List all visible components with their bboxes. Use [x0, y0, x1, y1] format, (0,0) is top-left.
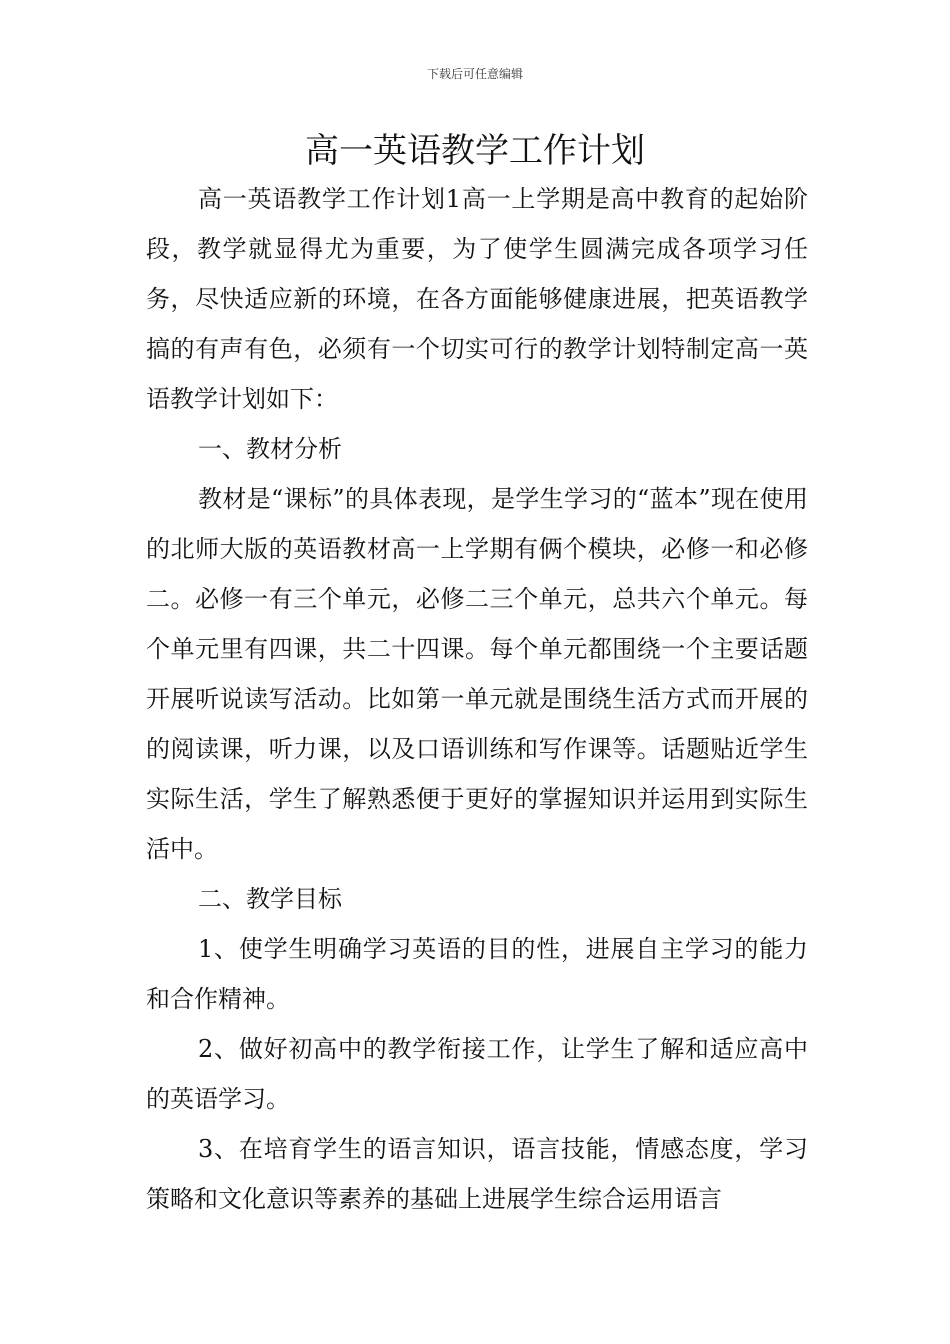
- paragraph-goal-1: 1、使学生明确学习英语的目的性，进展自主学习的能力和合作精神。: [146, 935, 808, 1013]
- paragraph-goal-3: 3、在培育学生的语言知识，语言技能，情感态度，学习策略和文化意识等素养的基础上进展学生综合运用语言: [146, 1135, 808, 1213]
- paragraph-intro: 高一英语教学工作计划1高一上学期是高中教育的起始阶段，教学就显得尤为重要，为了使学生圆满完成各项学习任务，尽快适应新的环境，在各方面能够健康进展，把英语教学搞的有声有色，必须有一个切实可行的教学计划特制定高一英语教学计划如下：: [146, 185, 808, 413]
- section-heading-textbook-analysis: 一、教材分析: [198, 435, 342, 463]
- section-heading-teaching-goals: 二、教学目标: [198, 885, 342, 913]
- document-body: [146, 174, 808, 1224]
- paragraph-textbook-analysis: 教材是“课标”的具体表现，是学生学习的“蓝本”现在使用的北师大版的英语教材高一上学期有俩个模块，必修一和必修二。必修一有三个单元，必修二三个单元，总共六个单元。每个单元里有四课，共二十四课。每个单元都围绕一个主要话题开展听说读写活动。比如第一单元就是围绕生活方式而开展的的阅读课，听力课，以及口语训练和写作课等。话题贴近学生实际生活，学生了解熟悉便于更好的掌握知识并运用到实际生活中。: [146, 485, 808, 863]
- document-title: 高一英语教学工作计划: [305, 131, 645, 171]
- paragraph-goal-2: 2、做好初高中的教学衔接工作，让学生了解和适应高中的英语学习。: [146, 1035, 808, 1113]
- header-note: 下载后可任意编辑: [426, 67, 523, 81]
